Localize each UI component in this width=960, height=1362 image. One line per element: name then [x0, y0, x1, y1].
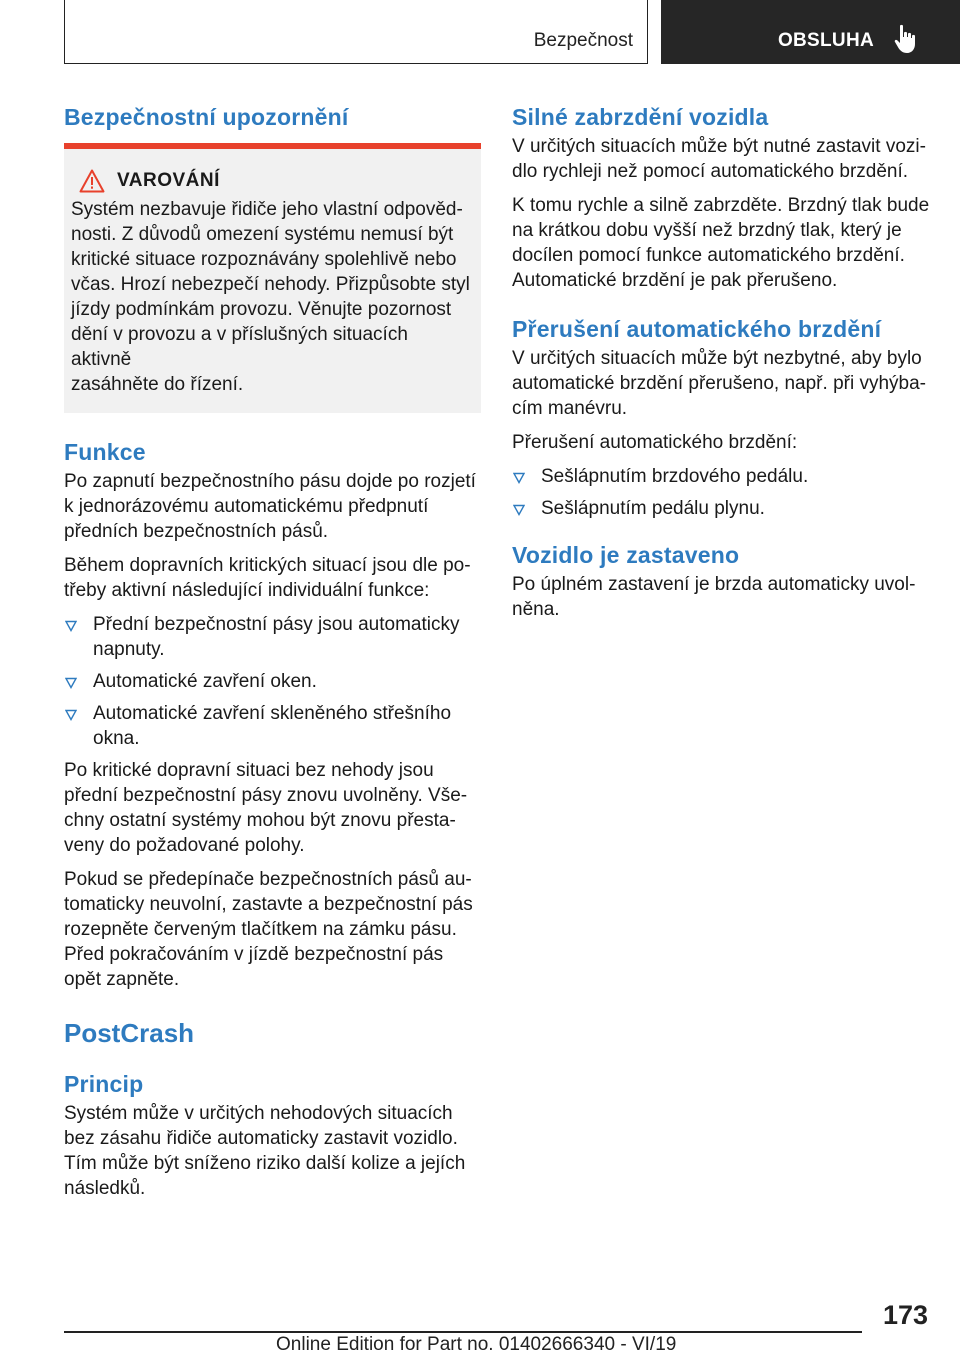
heading-hard-braking: Silné zabrzdění vozidla: [512, 104, 769, 130]
warning-title: VAROVÁNÍ: [117, 170, 220, 191]
paragraph-manual-release: Pokud se předepínače bezpečnostních pásů au‐ tomaticky neuvolní, zastavte a bezpečnostní pás rozepněte červeným tlačítkem na zámku pásu. Před pokračováním v jízdě bezpečnostní pás opět zapněte.: [64, 869, 473, 990]
heading-interrupt-braking: Přerušení automatického brzdění: [512, 316, 882, 342]
heading-principle: Princip: [64, 1071, 144, 1097]
triangle-bullet-icon: [65, 709, 77, 721]
page-number: 173: [882, 1300, 928, 1330]
paragraph-vehicle-stopped: Po úplném zastavení je brzda automaticky uvol‐ něna.: [512, 574, 916, 620]
paragraph-release: Po kritické dopravní situaci bez nehody jsou přední bezpečnostní pásy znovu uvolněny. Vše‐ chny ostatní systémy mohou být znovu přesta‐ veny do požadované polohy.: [64, 760, 468, 856]
warning-text: Systém nezbavuje řidiče jeho vlastní odpověd‐ nosti. Z důvodů omezení systému nemusí být kritické situace rozpoznávány spolehlivě nebo včas. Hrozí nebezpečí nehody. Přizpůsobte styl jízdy podmínkám provozu. Věnujte pozornost dění v provozu a v příslušných situacích aktivně zasáhněte do řízení.: [71, 199, 470, 395]
header-section-title: Bezpečnost: [533, 30, 633, 51]
list-item: Sešlápnutím brzdového pedálu.: [512, 464, 932, 489]
paragraph-critical-functions: Během dopravních kritických situací jsou dle po‐ třeby aktivní následující individuální funkce:: [64, 555, 471, 601]
footer-divider: [64, 1331, 862, 1333]
triangle-bullet-icon: [513, 472, 525, 484]
triangle-bullet-icon: [513, 504, 525, 516]
header-section-box: [64, 0, 648, 64]
heading-function: Funkce: [64, 439, 146, 465]
paragraph-braking-pressure: K tomu rychle a silně zabrzděte. Brzdný tlak bude na krátkou dobu vyšší než brzdný tlak, který je docílen pomocí funkce automatického brzdění. Automatické brzdění je pak přerušeno.: [512, 195, 930, 291]
list-item: Automatické zavření skleněného střešního okna.: [64, 701, 481, 751]
paragraph-braking-need: V určitých situacích může být nutné zastavit vozi‐ dlo rychleji než pomocí automatického brzdění.: [512, 136, 926, 182]
triangle-bullet-icon: [65, 677, 77, 689]
paragraph-pretension: Po zapnutí bezpečnostního pásu dojde po rozjetí k jednorázovému automatickému předpnutí předních bezpečnostních pásů.: [64, 471, 476, 542]
footer-edition: Online Edition for Part no. 01402666340 - VI/19: [276, 1334, 677, 1355]
warning-triangle-icon: [79, 169, 105, 193]
function-list: [64, 612, 481, 751]
interrupt-list: [512, 464, 932, 521]
list-item: Sešlápnutím pedálu plynu.: [512, 496, 932, 521]
pointing-hand-icon: [894, 24, 920, 54]
header-chapter-title: OBSLUHA: [777, 30, 874, 51]
paragraph-principle: Systém může v určitých nehodových situacích bez zásahu řidiče automaticky zastavit vozidlo. Tím může být sníženo riziko další kolize a jejích následků.: [64, 1103, 466, 1199]
heading-postcrash: PostCrash: [64, 1018, 195, 1048]
triangle-bullet-icon: [65, 620, 77, 632]
warning-box: [64, 143, 481, 413]
paragraph-interrupt-label: Přerušení automatického brzdění:: [512, 432, 798, 453]
list-item: Přední bezpečnostní pásy jsou automaticky napnuty.: [64, 612, 481, 662]
list-item: Automatické zavření oken.: [64, 669, 481, 694]
heading-safety-notes: Bezpečnostní upozornění: [64, 104, 349, 130]
paragraph-interrupt-need: V určitých situacích může být nezbytné, aby bylo automatické brzdění přerušeno, např. při vyhýba‐ cím manévru.: [512, 348, 926, 419]
header-chapter-box: [661, 0, 960, 64]
right-column: [512, 100, 932, 631]
heading-vehicle-stopped: Vozidlo je zastaveno: [512, 542, 740, 568]
left-column: [64, 100, 481, 1210]
